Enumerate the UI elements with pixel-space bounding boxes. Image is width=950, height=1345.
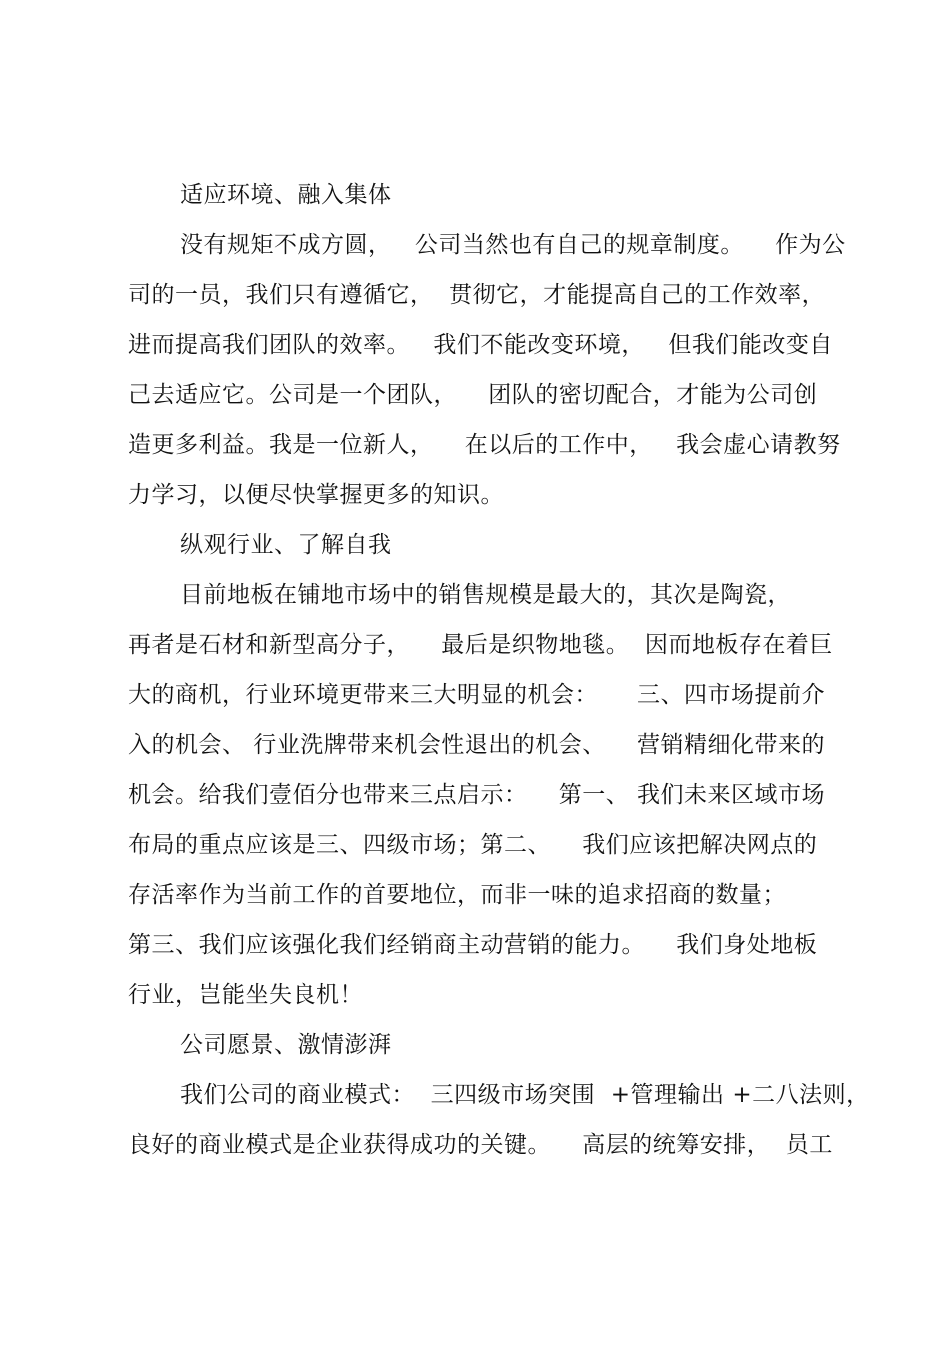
paragraph-line: 己去适应它。公司是一个团队， 团队的密切配合，才能为公司创	[128, 382, 818, 408]
paragraph-line: 力学习，以便尽快掌握更多的知识。	[128, 482, 504, 508]
paragraph-line: 没有规矩不成方圆， 公司当然也有自己的规章制度。 作为公	[180, 232, 846, 258]
paragraph-line: 造更多利益。我是一位新人， 在以后的工作中， 我会虚心请教努	[128, 432, 841, 458]
paragraph-line: 进而提高我们团队的效率。 我们不能改变环境， 但我们能改变自	[128, 332, 833, 358]
paragraph-line: 行业，岂能坐失良机！	[128, 982, 363, 1008]
paragraph-line: 机会。给我们壹佰分也带来三点启示： 第一、 我们未来区域市场	[128, 782, 826, 808]
paragraph-line: 再者是石材和新型高分子， 最后是织物地毯。 因而地板存在着巨	[128, 632, 833, 658]
heading-adapt-environment: 适应环境、融入集体	[180, 182, 392, 208]
paragraph-line: 良好的商业模式是企业获得成功的关键。 高层的统筹安排， 员工	[128, 1132, 833, 1158]
paragraph-line: 第三、我们应该强化我们经销商主动营销的能力。 我们身处地板	[128, 932, 818, 958]
paragraph-line: 司的一员，我们只有遵循它， 贯彻它，才能提高自己的工作效率，	[128, 282, 826, 308]
paragraph-line: 入的机会、 行业洗牌带来机会性退出的机会、 营销精细化带来的	[128, 732, 826, 758]
heading-industry-overview: 纵观行业、了解自我	[180, 532, 392, 558]
paragraph-line: 布局的重点应该是三、四级市场；第二、 我们应该把解决网点的	[128, 832, 818, 858]
paragraph-line: 目前地板在铺地市场中的销售规模是最大的，其次是陶瓷，	[180, 582, 791, 608]
paragraph-line: 存活率作为当前工作的首要地位，而非一味的追求招商的数量；	[128, 882, 786, 908]
paragraph-line: 大的商机，行业环境更带来三大明显的机会： 三、四市场提前介	[128, 682, 826, 708]
heading-company-vision: 公司愿景、激情澎湃	[180, 1032, 392, 1058]
paragraph-line: 我们公司的商业模式： 三四级市场突围 +管理输出 +二八法则，	[180, 1082, 870, 1108]
